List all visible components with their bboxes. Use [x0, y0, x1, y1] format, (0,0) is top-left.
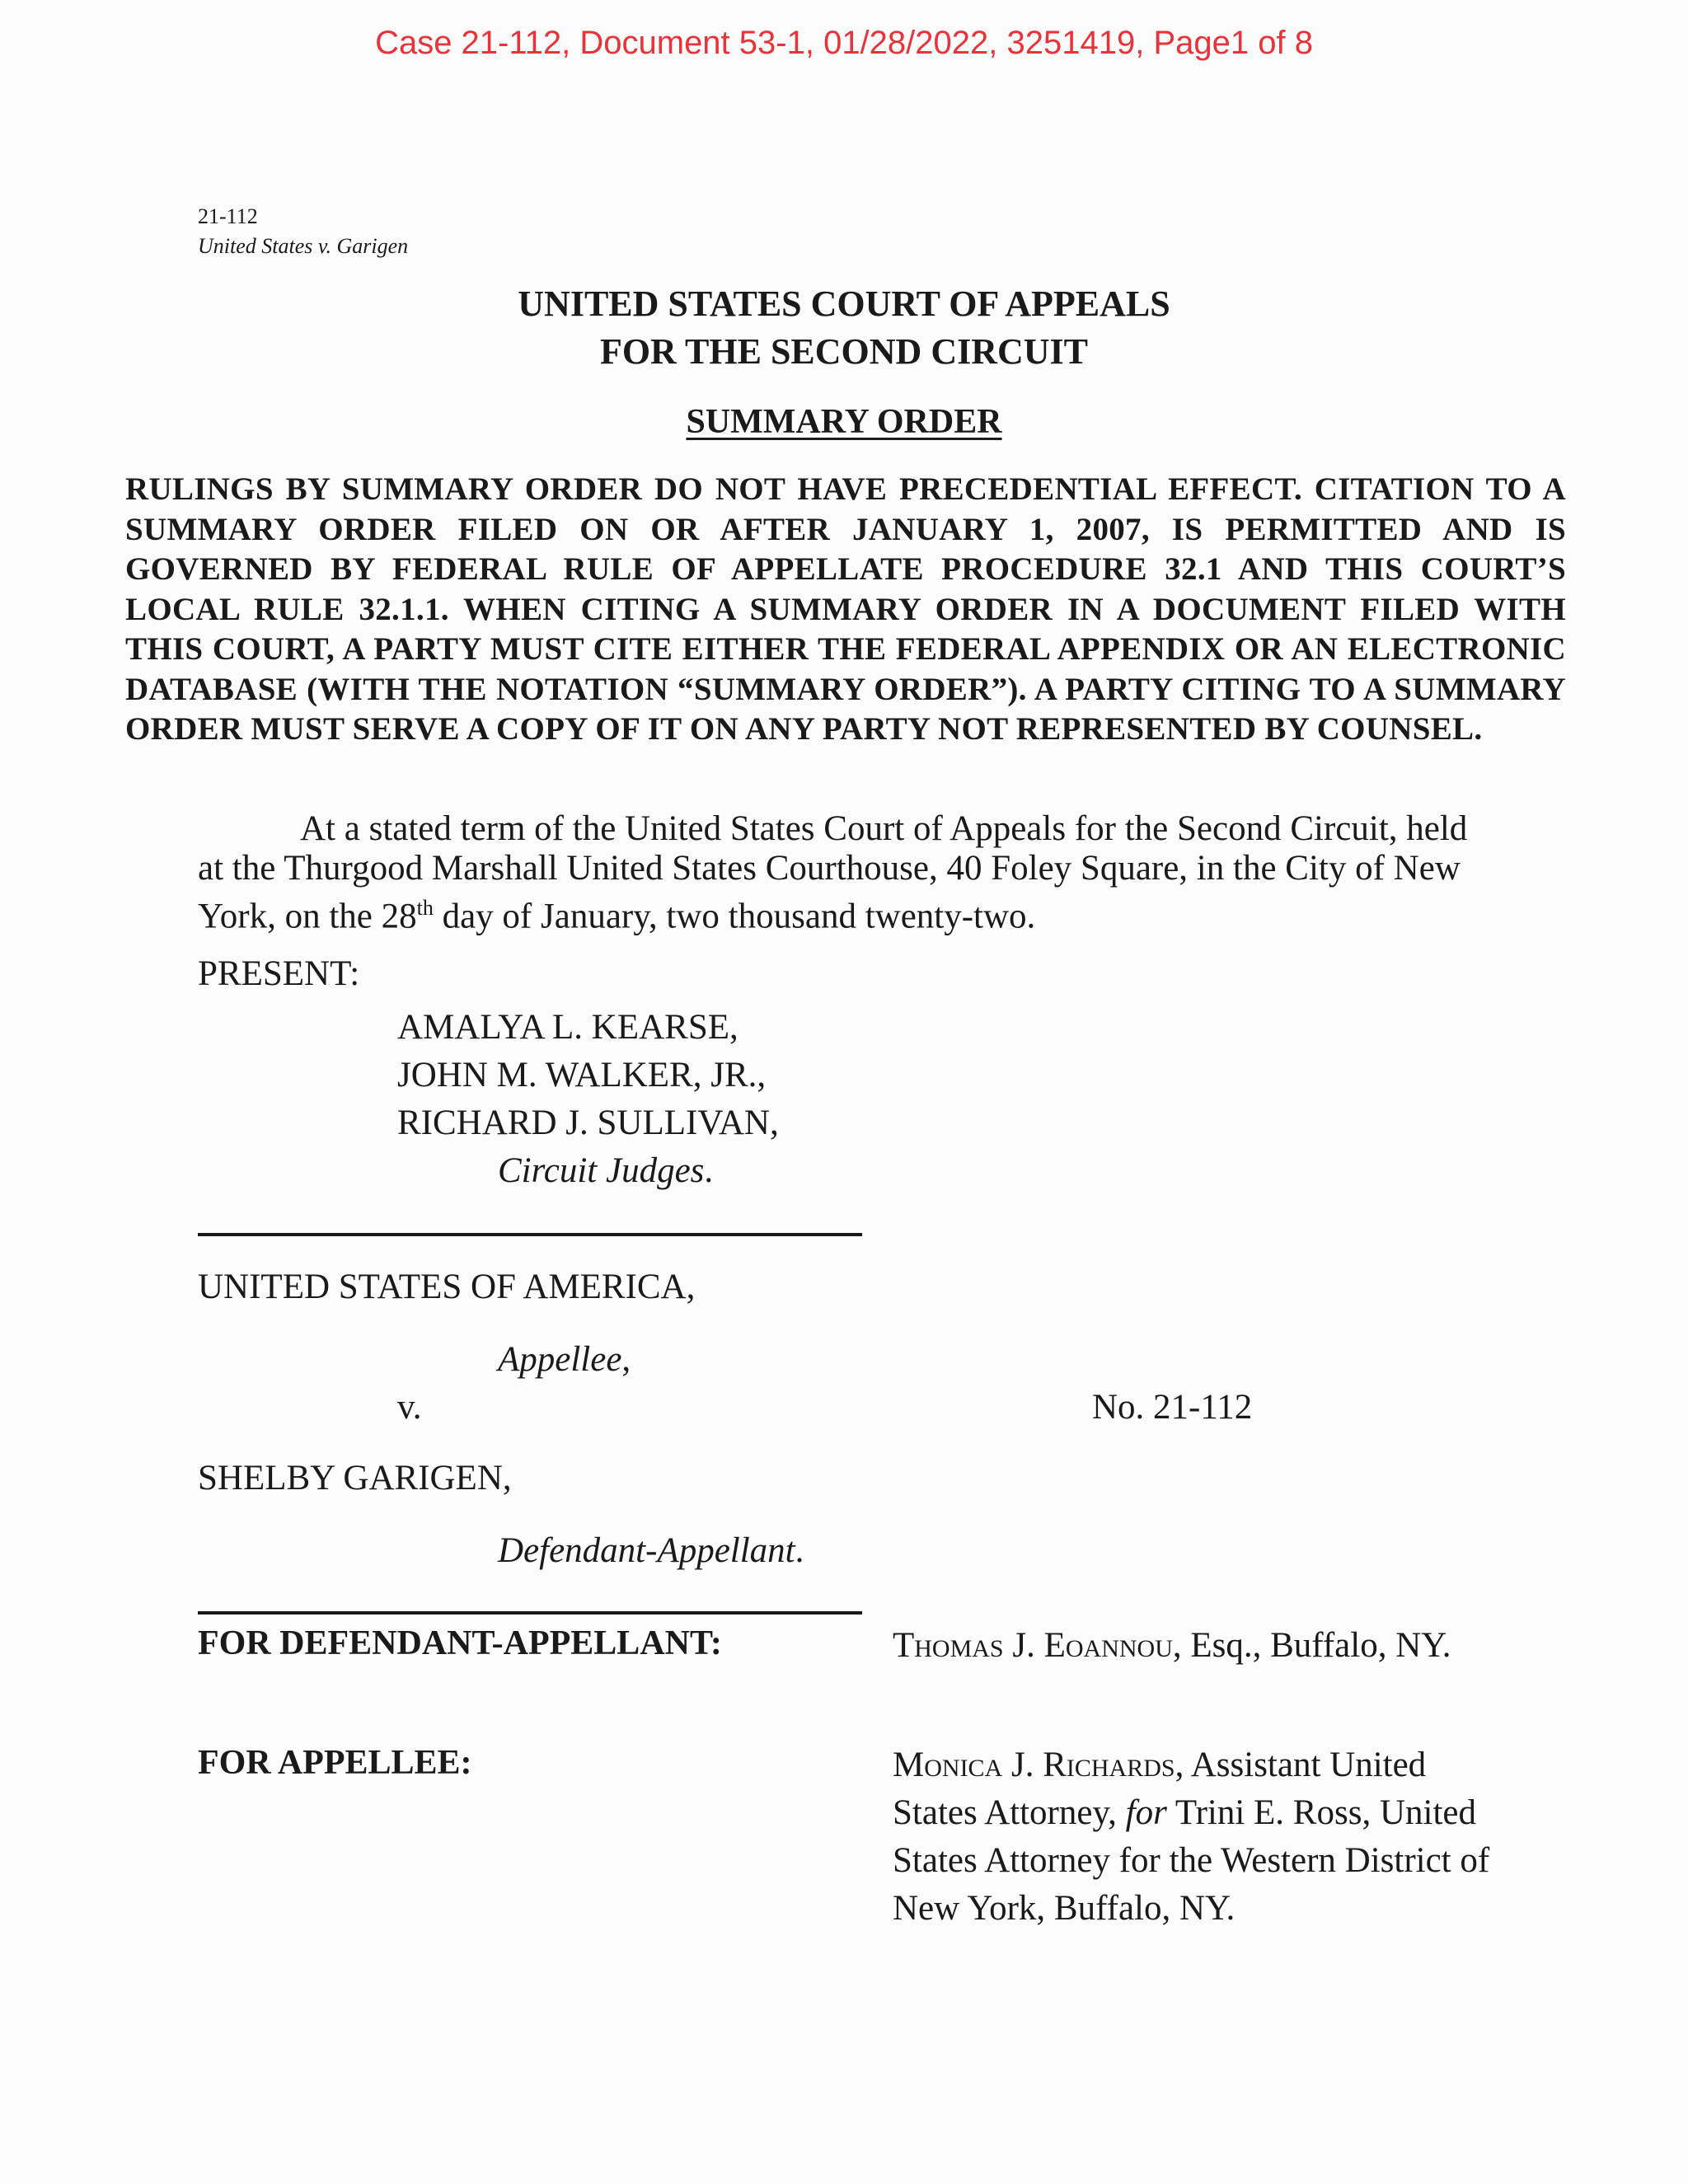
appellee-role-text: Appellee — [498, 1340, 622, 1379]
caption-bottom-rule — [198, 1611, 862, 1615]
counsel-appellee-for: for — [1125, 1793, 1167, 1832]
judge-name: RICHARD J. SULLIVAN, — [397, 1104, 779, 1142]
present-label: PRESENT: — [198, 954, 360, 993]
counsel-appellee — [893, 1741, 1519, 1933]
counsel-label-appellee: FOR APPELLEE: — [198, 1744, 472, 1782]
counsel-appellant-name: Thomas J. Eoannou — [893, 1626, 1173, 1665]
appellant-party-name: SHELBY GARIGEN, — [198, 1459, 512, 1497]
counsel-appellant — [893, 1622, 1519, 1670]
counsel-appellant-rest: , Esq., Buffalo, NY. — [1172, 1626, 1451, 1665]
docket-number: 21-112 — [198, 204, 258, 228]
header-stamp: Case 21-112, Document 53-1, 01/28/2022, 3251419, Page1 of 8 — [375, 25, 1313, 61]
court-name-line-1: UNITED STATES COURT OF APPEALS — [518, 284, 1170, 324]
versus: v. — [397, 1388, 422, 1427]
precedential-notice: RULINGS BY SUMMARY ORDER DO NOT HAVE PRECEDENTIAL EFFECT. CITATION TO A SUMMARY ORDER FILED ON OR AFTER JANUARY 1, 2007, IS PERMITTED AND IS GOVERNED BY FEDERAL RULE OF APPELLATE PROCEDURE 32.1 AND THIS COURT’S LOCAL RULE 32.1.1. WHEN CITING A SUMMARY ORDER IN A DOCUMENT FILED WITH THIS COURT, A PARTY MUST CITE EITHER THE FEDERAL APPENDIX OR AN ELECTRONIC DATABASE (WITH THE NOTATION “SUMMARY ORDER”). A PARTY CITING TO A SUMMARY ORDER MUST SERVE A COPY OF IT ON ANY PARTY NOT REPRESENTED BY COUNSEL. — [125, 471, 1566, 747]
judge-name: AMALYA L. KEARSE, — [397, 1008, 738, 1047]
appellee-role — [498, 1340, 631, 1380]
short-caption: United States v. Garigen — [198, 234, 409, 258]
appellee-party-name: UNITED STATES OF AMERICA, — [198, 1268, 696, 1306]
intro-text-before: At a stated term of the United States Court of Appeals for the Second Circuit, held at the Thurgood Marshall United States Courthouse, 40 Foley Square, in the City of New York, on the 28 — [198, 809, 1468, 936]
appellee-role-end: , — [621, 1340, 631, 1379]
counsel-appellee-rest-1: , Assistant United States Attorney, — [893, 1746, 1427, 1832]
judges-title-end: . — [704, 1151, 714, 1190]
appellant-role — [498, 1531, 804, 1571]
judge-name: JOHN M. WALKER, JR., — [397, 1056, 767, 1094]
caption-top-rule — [198, 1233, 862, 1236]
appellant-role-end: . — [795, 1531, 804, 1570]
counsel-appellee-rest-2: Trini E. Ross, United States Attorney for the Western District of New York, Buffalo, NY. — [893, 1793, 1490, 1928]
judges-list — [397, 1004, 779, 1195]
judges-title-text: Circuit Judges — [498, 1151, 705, 1190]
court-name-line-2: FOR THE SECOND CIRCUIT — [599, 331, 1089, 372]
order-title-text: SUMMARY ORDER — [686, 403, 1002, 441]
case-number: No. 21-112 — [1092, 1388, 1253, 1427]
order-title — [0, 402, 1688, 442]
intro-paragraph — [198, 809, 1500, 936]
intro-superscript: th — [416, 896, 434, 920]
judges-title — [397, 1147, 779, 1195]
appellant-role-text: Defendant-Appellant — [498, 1531, 795, 1570]
counsel-appellee-name: Monica J. Richards — [893, 1746, 1175, 1784]
intro-text-after: day of January, two thousand twenty-two. — [433, 897, 1036, 936]
counsel-label-appellant: FOR DEFENDANT-APPELLANT: — [198, 1624, 722, 1662]
